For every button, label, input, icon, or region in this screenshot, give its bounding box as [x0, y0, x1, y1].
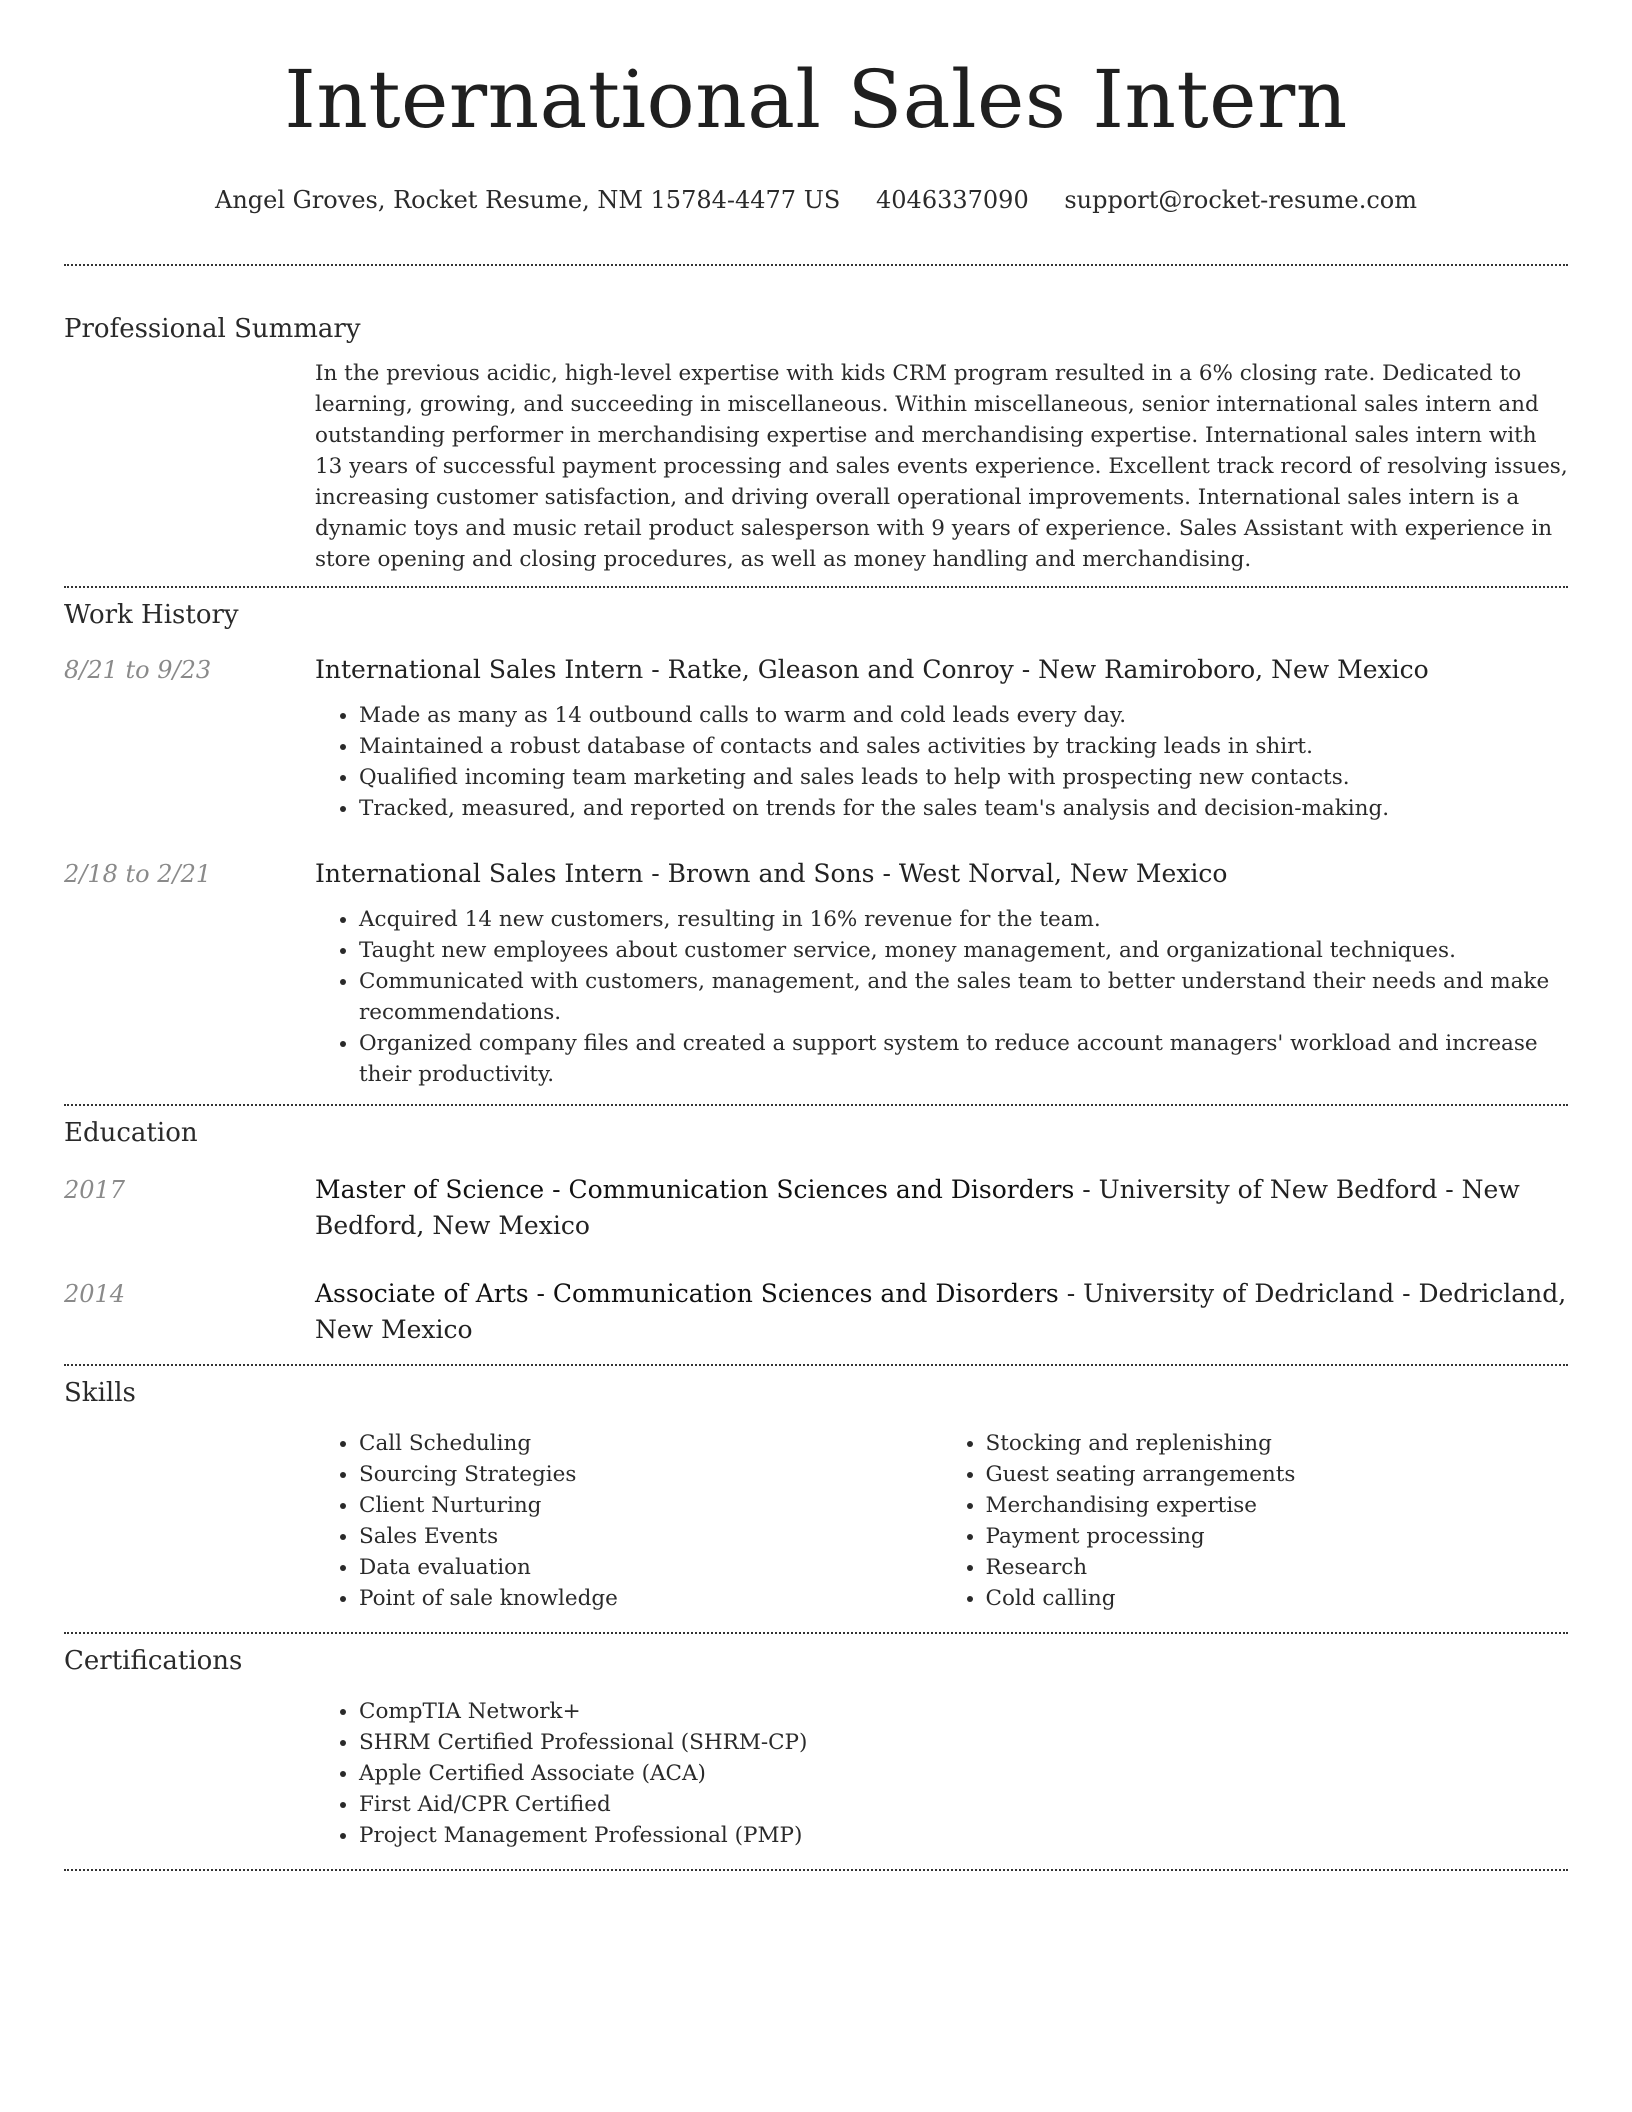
education-year: 2014	[64, 1280, 126, 1308]
job-entry	[64, 652, 1568, 824]
degree: Master of Science - Communication Sciences and Disorders	[315, 1175, 1075, 1204]
list-item: • Qualified incoming team marketing and sales leads to help with prospecting new contacts.	[359, 762, 1568, 793]
education-section	[64, 1106, 1568, 1348]
list-item: • Tracked, measured, and reported on trends for the sales team's analysis and decision-making.	[359, 793, 1568, 824]
education-entry	[64, 1172, 1568, 1244]
divider	[64, 1869, 1568, 1871]
list-item: • Acquired 14 new customers, resulting in 16% revenue for the team.	[359, 904, 1568, 935]
list-item: • Apple Certified Associate (ACA)	[359, 1758, 1568, 1789]
summary-heading: Professional Summary	[64, 314, 361, 344]
list-item: • First Aid/CPR Certified	[359, 1789, 1568, 1820]
work-history-section	[64, 588, 1568, 1090]
list-item: • Guest seating arrangements	[986, 1459, 1569, 1490]
degree: Associate of Arts - Communication Sciences and Disorders	[315, 1279, 1059, 1308]
list-item: • Sales Events	[359, 1521, 942, 1552]
resume-title: International Sales Intern	[284, 53, 1348, 146]
list-item: • Sourcing Strategies	[359, 1459, 942, 1490]
skills-list-left	[315, 1428, 942, 1614]
job-dates: 8/21 to 9/23	[64, 656, 212, 684]
list-item: • Made as many as 14 outbound calls to warm and cold leads every day.	[359, 700, 1568, 731]
job-bullets	[315, 700, 1568, 824]
contact-email: support@rocket-resume.com	[1064, 186, 1417, 214]
education-entry	[64, 1276, 1568, 1348]
job-bullets	[315, 904, 1568, 1090]
list-item: • Stocking and replenishing	[986, 1428, 1569, 1459]
contact-address: Angel Groves, Rocket Resume, NM 15784-4477 US	[215, 186, 841, 214]
job-title: International Sales Intern - Ratke, Gleason and Conroy - New Ramiroboro, New Mexico	[315, 655, 1429, 684]
list-item: • Merchandising expertise	[986, 1490, 1569, 1521]
list-item: • Data evaluation	[359, 1552, 942, 1583]
skills-list-right	[942, 1428, 1569, 1614]
list-item: • Project Management Professional (PMP)	[359, 1820, 1568, 1851]
list-item: • Research	[986, 1552, 1569, 1583]
list-item: • Point of sale knowledge	[359, 1583, 942, 1614]
summary-section	[64, 266, 1568, 575]
work-history-heading: Work History	[64, 600, 239, 630]
skills-section	[64, 1366, 1568, 1614]
school: - University of New Bedford - New Bedford, New Mexico	[315, 1175, 1520, 1240]
education-title	[315, 1172, 1568, 1244]
skills-heading: Skills	[64, 1378, 136, 1408]
list-item: • Client Nurturing	[359, 1490, 942, 1521]
summary-text: In the previous acidic, high-level expertise with kids CRM program resulted in a 6% closing rate. Dedicated to learning, growing, and succeeding in miscellaneous. Within miscellaneous, senior international sales intern and outstanding performer in merchandising expertise and merchandising expertise. International sales intern with 13 years of successful payment processing and sales events experience. Excellent track record of resolving issues, increasing customer satisfaction, and driving overall operational improvements. International sales intern is a dynamic toys and music retail product salesperson with 9 years of experience. Sales Assistant with experience in store opening and closing procedures, as well as money handling and merchandising.	[315, 361, 1568, 572]
list-item: • SHRM Certified Professional (SHRM-CP)	[359, 1727, 1568, 1758]
certifications-list	[315, 1696, 1568, 1851]
certifications-section	[64, 1634, 1568, 1851]
list-item: • Call Scheduling	[359, 1428, 942, 1459]
contact-phone: 4046337090	[876, 186, 1029, 214]
list-item: • Organized company files and created a support system to reduce account managers' workload and increase their productivity.	[359, 1028, 1568, 1090]
certifications-heading: Certifications	[64, 1646, 243, 1676]
job-title: International Sales Intern - Brown and Sons - West Norval, New Mexico	[315, 859, 1228, 888]
education-year: 2017	[64, 1176, 126, 1204]
list-item: • Taught new employees about customer service, money management, and organizational techniques.	[359, 935, 1568, 966]
list-item: • Maintained a robust database of contacts and sales activities by tracking leads in shirt.	[359, 731, 1568, 762]
job-dates: 2/18 to 2/21	[64, 860, 212, 888]
school: - University of Dedricland - Dedricland, New Mexico	[315, 1279, 1567, 1344]
education-heading: Education	[64, 1118, 198, 1148]
list-item: • Payment processing	[986, 1521, 1569, 1552]
job-entry	[64, 856, 1568, 1090]
contact-line	[64, 184, 1568, 216]
list-item: • CompTIA Network+	[359, 1696, 1568, 1727]
education-title	[315, 1276, 1568, 1348]
list-item: • Communicated with customers, management, and the sales team to better understand their needs and make recommendations.	[359, 966, 1568, 1028]
list-item: • Cold calling	[986, 1583, 1569, 1614]
